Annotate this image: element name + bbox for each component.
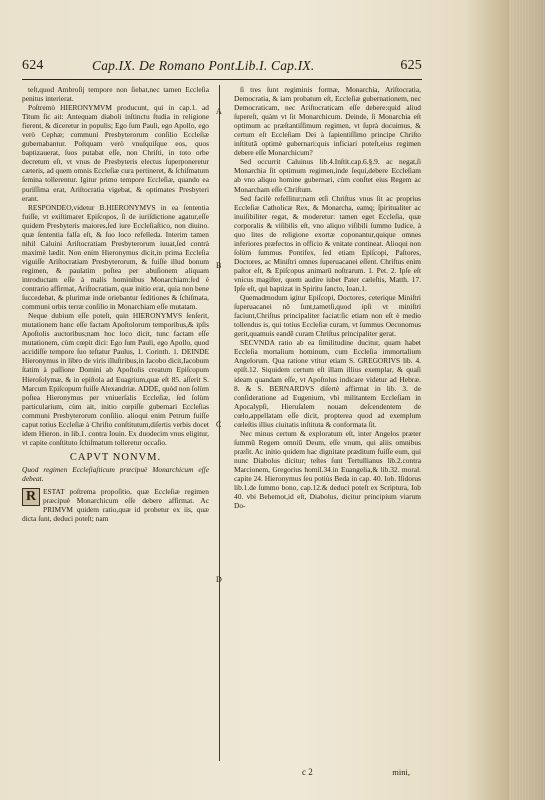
running-title-right: Lib.I. Cap.IX.	[237, 58, 315, 73]
running-title-left: Cap.IX. De Romano Pont.	[92, 58, 239, 73]
page-number-right: 625	[400, 58, 422, 73]
margin-marker-c: C	[216, 420, 222, 429]
chapter-heading: CAPVT NONVM.	[69, 451, 162, 463]
printed-page	[22, 55, 422, 780]
paragraph: Sed occurrit Caluinus lib.4.Inſtit.cap.6.§.9. ac negat,ſi Monarchia ſit optimum regimen,inde ſequi,debere Eccleſiam ab vno aliquo homine gubernari, cùm conſtet eius Regem ac Monarcham eſſe Chriſtum.	[234, 157, 421, 194]
running-head	[22, 55, 422, 80]
drop-capital: R	[22, 488, 40, 506]
signature-mark: c 2	[302, 767, 313, 777]
left-text-column	[22, 85, 209, 761]
paragraph: ſi tres ſunt regiminis formæ, Monarchia, Ariſtocratia, Democratia, & iam probatum eſt, Eccleſiæ gubernationem, nec Democraticam, nec Ariſtocraticam eſſe debere:quid aliud ſupereſt, quàm vt ſit Monarchicum. Deinde, ſi Monarchia eſt optimum ac præſtantiſſimum regimen, vt ſuprà docuimus, & certum eſt Eccleſiam Dei à ſapientiſſimo principe Chriſto inſtitutā optimè gubernari:quis inficiari poteſt,eius regimen debere eſſe Monarchicum?	[234, 85, 421, 158]
paragraph: Neque dubium eſſe poteſt, quin HIERONYMVS ſenſerit, mutationem hanc eſſe factam Apoſtolorum temporibus,& ipſis Apoſtolis auctoribus;nam hoc loco dicit, tunc factam eſſe mutationem, cùm cœpit dici: Ego ſum Pauli, ego Apollo, quod accidiſſe tempore ſuo teſtatur Paulus, 1. Corinth. 1. DEINDE Hieronymus in libro de viris illuſtribus,in Iacobo dicit,Iacobum ſtatim à paſſione Domini ab Apoſtolis creatum Epiſcopum Hieroſolymæ, & in epiſtola ad Euagrium,quæ eſt 85. aſſerit S. Marcum Epiſcopum fuiſſe Alexandriæ. ADDE, quòd non ſolùm poſtea Hieronymus per vniuerſalis Eccleſiæ, ſed ſolùm particularium, cùm ait, initio cœpiſſe gubernari Eccleſias communi Presbyterorum conſilio. alioqui enim Petrum fuiſſe caput totius Eccleſiæ à Chriſto conſtitutum,diſertis verbis docet idem Hieron. in lib.1. contra Iouin. Ex duodecim vnus eligitur, vt capite conſtituto ſchiſmatum tolleretur occaſio.	[22, 311, 209, 447]
paragraph: SECVNDA ratio ab ea ſimilitudine ducitur, quam habet Eccleſia mortalium hominum, cum Eccleſia immortalium Angelorum. Qua ratione vtitur etiam S. GREGORIVS lib. 4. epiſt.12. Siquidem certum eſt illam illius exemplar, & quaſi ideam quandam eſſe, vt Apoſtolus indicare videtur ad Hebræ. 8. & S. BERNARDVS diſertè affirmat in lib. 3. de conſideratione ad Eugenium, vbi militantem Eccleſiam in Apocalypſi, Hieruſalem nouam deſcendentem de cœlo,appellatam eſſe dicit, propterea quod ad exemplum cœleſtis illius ciuitatis inſtituta & conformata ſit.	[234, 338, 421, 429]
page-fore-edge	[509, 0, 545, 800]
paragraph: Poſtremò HIERONYMVM producunt, qui in cap.1. ad Titum ſic ait: Antequam diaboli inſtinctu ſtudia in religione fierent, & diceretur in populis; Ego ſum Pauli, ego Apollo, ego verò Cephæ; communi Presbyterorum conſilio Eccleſiæ gubernabantur. Poſtquam verò vnuſquiſque eos, quos baptizauerat, ſuos putabat eſſe, non Chriſti, in toto orbe decretum eſt, vt vnus de Presbyteris electus ſuperponeretur cæteris, ad quem omnis Eccleſiæ cura pertineret, & ſchiſmatum ſemina tollerentur. Igitur primo tempore Eccleſiæ, quando ea puriſſima erat, Ariſtocratia vigebat, & optimates Presbyteri erant.	[22, 103, 209, 203]
paragraph: teſt,quod Ambroſij tempore non ſiebat,nec tamen Eccleſia penitus interierat.	[22, 85, 209, 104]
chapter-opening-paragraph	[22, 487, 209, 523]
right-text-column	[234, 85, 421, 761]
paragraph: Sed facilè refellitur;nam etſi Chriſtus vnus ſit ac proprius Eccleſiæ Catholicæ Rex, & Monarcha, eamq; ſpiritualiter ac inuiſibiliter regat, & moderetur: tamen eget Eccleſia, quæ corporalis & viſibilis eſt, vno aliquo viſibili ſummo Iudice, à quo lites de religione exortæ coponantur,quique omnes inferiores præfectos in officio & vnitate contineat. Alioqui non ſolùm ſummus Pontifex, ſed etiam Epiſcopi, Paſtores, Doctores, ac Miniſtri omnes ſuperuacanei eſſent. Chriſtus enim paſtor eſt, & Epiſcopus animarū noſtrarum. 1. Pet. 2. Ipſe eſt vnicus magiſter, quem audire iubet Pater cæleſtis, Matth. 17. Ipſe eſt, qui baptizat in Spiritu ſancto, Ioan.1.	[234, 193, 421, 294]
paragraph: RESPONDEO,videtur B.HIERONYMVS in ea ſententia fuiſſe, vt exiſtimaret Epiſcopos, ſi de iuriſdictione agatur,eſſe quidem Presbyteris maiores,ſed iure Eccleſiaſtico, non diuino. quæ ſententia falſa eſt, & ſuo loco refelleda. Interim tamen nihil Caluini Ariſtocratiam Presbyterorum iuuat,ſed contrà maximè lædit. Non enim Hieronymus dicit,in prima Eccleſia viguiſſe Ariſtocratiam Presbyterorum, & fuiſſe illud bonum regimen, & paulatim poſtea per abuſionem aliquam introductam eſſe à malis hominibus Monarchiam:ſed è contrario affirmat, Ariſtocratiam, quæ initio erat, quia non bene ſuccedebat, & plurimæ inde oriebantur ſeditiones & ſchiſmata, communi orbis terræ conſilio in Monarchiam eſſe mutatam.	[22, 202, 209, 312]
margin-marker-b: B	[216, 261, 222, 270]
margin-marker-a: A	[216, 107, 222, 116]
chapter-opening-text: ESTAT poſtrema propoſitio, quæ Eccleſiæ regimen præcipuè Monarchicum eſſe debere affirmat. Ac PRIMVM quidem ratio,quæ id probetur ex iis, quæ dicta ſunt, deduci poteſt; nam	[22, 487, 209, 524]
chapter-subtitle: Quod regimen Eccleſiaſticum præcipuè Monarchicum eſſe debeat.	[22, 464, 209, 483]
catchword: mini,	[392, 767, 410, 777]
margin-marker-d: D	[216, 575, 222, 584]
paragraph: Nec minus certum & exploratum eſt, inter Angelos præter ſummū Regem omniū Deum, eſſe vnum, qui aliis omnibus præſit. Ac initio quidem hac dignitate præditum fuiſſe eum, qui nunc Diabolus dicitur; teſtes ſunt Tertullianus lib.2.contra Marcionem, Gregorius homil.34.in Euangelia,& lib.32. moral. capite 24. Hieronymus ſeu potiùs Beda in cap. 40. Iob. Iſidorus lib.1.de ſummo bono, cap.12.& deduci poteſt ex Scriptura, Iob 40. vbi Behemot,id eſt, Diabolus, dicitur principium viarum Do-	[234, 428, 421, 511]
page-number-left: 624	[22, 58, 44, 73]
paragraph: Quemadmodum igitur Epiſcopi, Doctores, ceterique Miniſtri ſuperuacanei nō ſunt,tametſi,quod ipſi vt miniſtri faciunt,Chriſtus principaliter faciat:ſic etiam non eſt è medio tollendus is, qui totius Eccleſiæ curam, vt ſummus Oeconomus gerit,quamuis eandē curam Chriſtus principaliter gerat.	[234, 293, 421, 339]
